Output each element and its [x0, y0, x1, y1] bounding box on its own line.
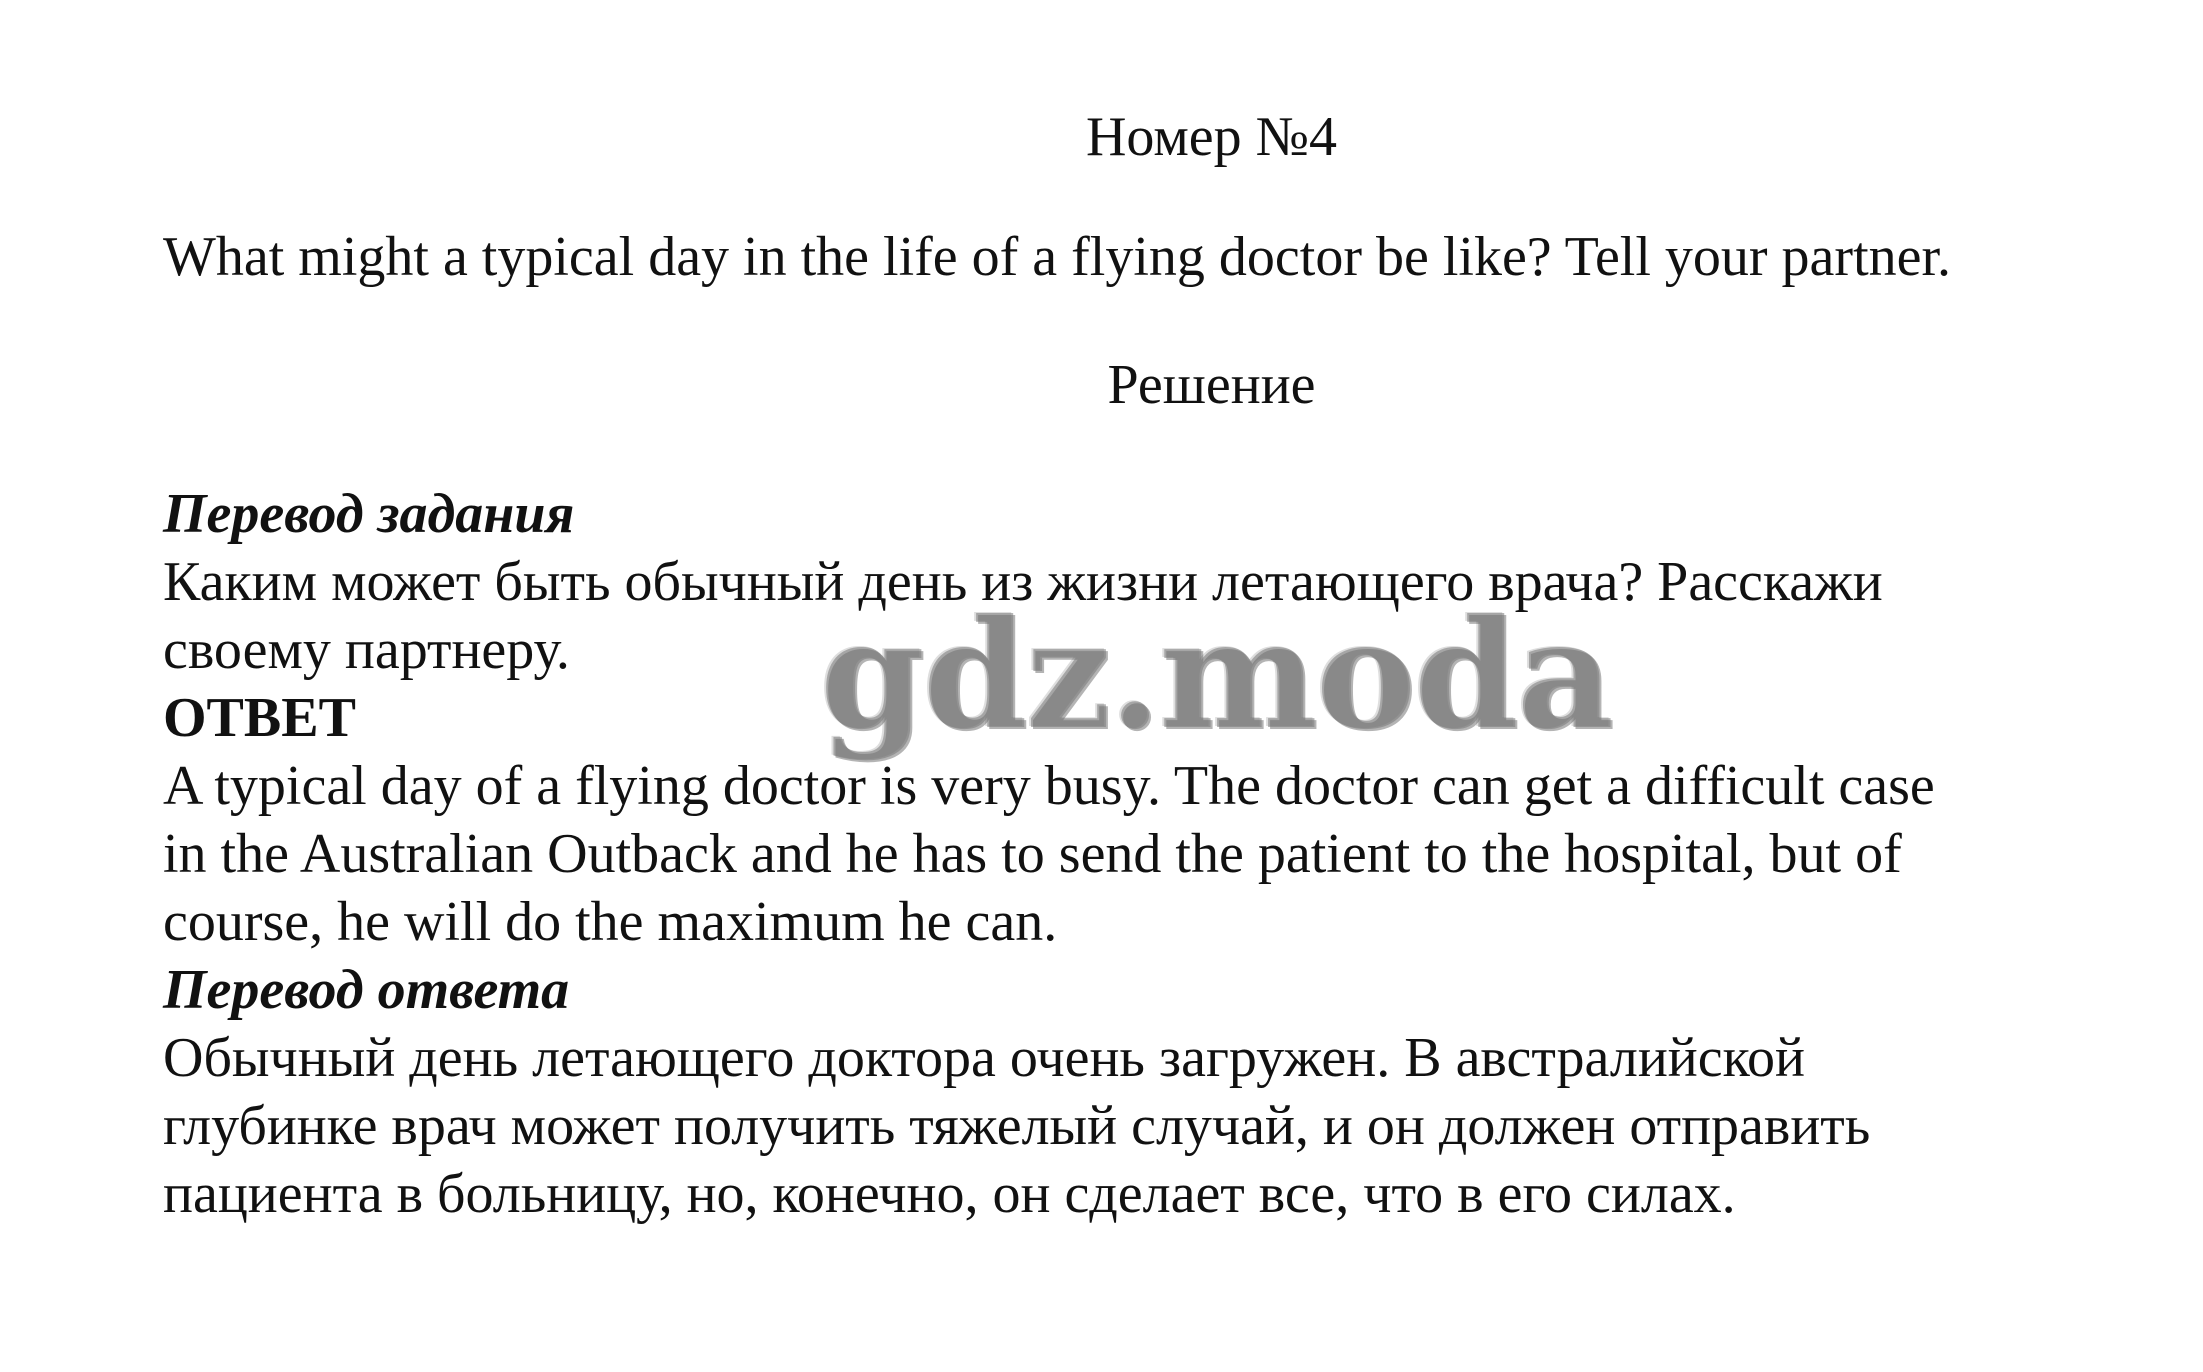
watermark-logo: gdz.moda — [820, 587, 1613, 763]
solution-label: Решение — [1107, 354, 1316, 416]
answer-heading: ОТВЕТ — [163, 687, 356, 749]
answer-translation-line: глубинке врач может получить тяжелый случай, и он должен отправить — [163, 1095, 1871, 1157]
answer-translation-line: Обычный день летающего доктора очень загружен. В австралийской — [163, 1027, 1805, 1089]
answer-line: in the Australian Outback and he has to send the patient to the hospital, but of — [163, 823, 1902, 885]
answer-line: course, he will do the maximum he can. — [163, 891, 1058, 953]
task-translation-heading: Перевод задания — [163, 483, 575, 545]
answer-translation-line: пациента в больницу, но, конечно, он сделает все, что в его силах. — [163, 1163, 1736, 1225]
answer-line: A typical day of a flying doctor is very busy. The doctor can get a difficult case — [163, 755, 1935, 817]
task-question: What might a typical day in the life of a flying doctor be like? Tell your partner. — [163, 226, 1952, 288]
task-translation-line: Каким может быть обычный день из жизни летающего врача? Расскажи — [163, 551, 1883, 613]
task-translation-line: своему партнеру. — [163, 619, 570, 681]
answer-translation-heading: Перевод ответа — [163, 959, 570, 1021]
page-title: Номер №4 — [1085, 106, 1338, 168]
